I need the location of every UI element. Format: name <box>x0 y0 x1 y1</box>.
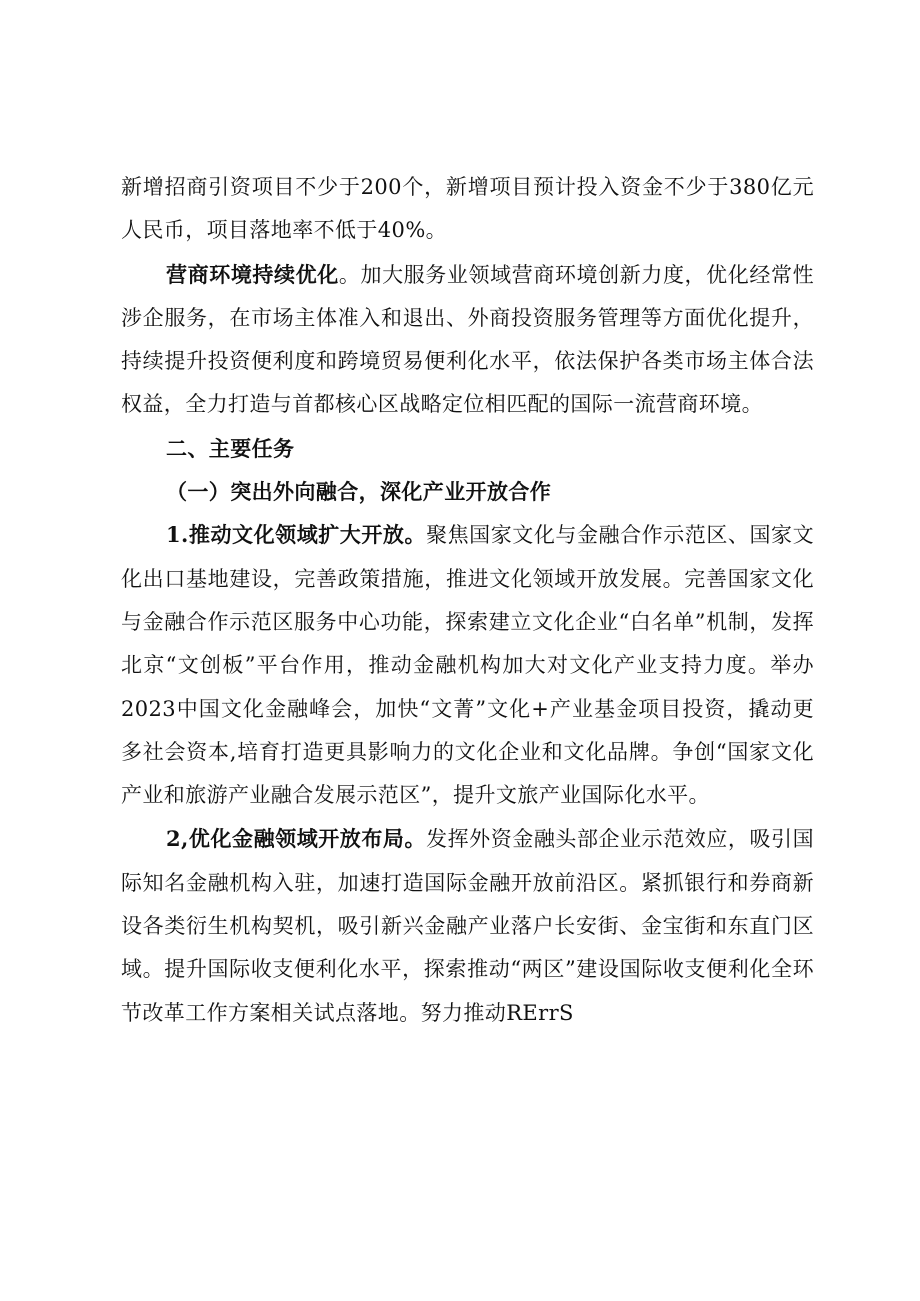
paragraph-culture-opening <box>121 513 814 817</box>
paragraph-business-environment <box>121 253 814 427</box>
paragraph-text: 聚焦国家文化与金融合作示范区、国家文化出口基地建设，完善政策措施，推进文化领域开放发展。完善国家文化与金融合作示范区服务中心功能，探索建立文化企业“白名单”机制，发挥北京“文创板”平台作用，推动金融机构加大对文化产业支持力度。举办2023中国文化金融峰会，加快“文菁”文化+产业基金项目投资，撬动更多社会资本,培育打造更具影响力的文化企业和文化品牌。争创“国家文化产业和旅游产业融合发展示范区”，提升文旅产业国际化水平。 <box>121 523 814 808</box>
paragraph-lead: 1.推动文化领域扩大开放。 <box>166 522 427 548</box>
paragraph-finance-opening <box>121 817 814 1034</box>
subsection-heading: （一）突出外向融合，深化产业开放合作 <box>166 479 552 505</box>
section-heading: 二、主要任务 <box>166 435 295 461</box>
paragraph-targets-continued <box>121 166 814 253</box>
paragraph-text: 发挥外资金融头部企业示范效应，吸引国际知名金融机构入驻，加速打造国际金融开放前沿区。紧抓银行和券商新设各类衍生机构契机，吸引新兴金融产业落户长安街、金宝街和东直门区域。提升国际收支便利化水平，探索推动“两区”建设国际收支便利化全环节改革工作方案相关试点落地。努力推动RErrS <box>121 827 814 1025</box>
paragraph-lead: 营商环境持续优化 <box>166 261 339 287</box>
document-body <box>121 166 814 1035</box>
paragraph-text: 新增招商引资项目不少于200个，新增项目预计投入资金不少于380亿元人民币，项目落地率不低于40%。 <box>121 175 814 243</box>
paragraph-lead: 2,优化金融领域开放布局。 <box>166 826 427 852</box>
paragraph-text: 。加大服务业领域营商环境创新力度，优化经常性涉企服务，在市场主体准入和退出、外商投资服务管理等方面优化提升，持续提升投资便利度和跨境贸易便利化水平，依法保护各类市场主体合法权益，全力打造与首都核心区战略定位相匹配的国际一流营商环境。 <box>121 262 814 417</box>
